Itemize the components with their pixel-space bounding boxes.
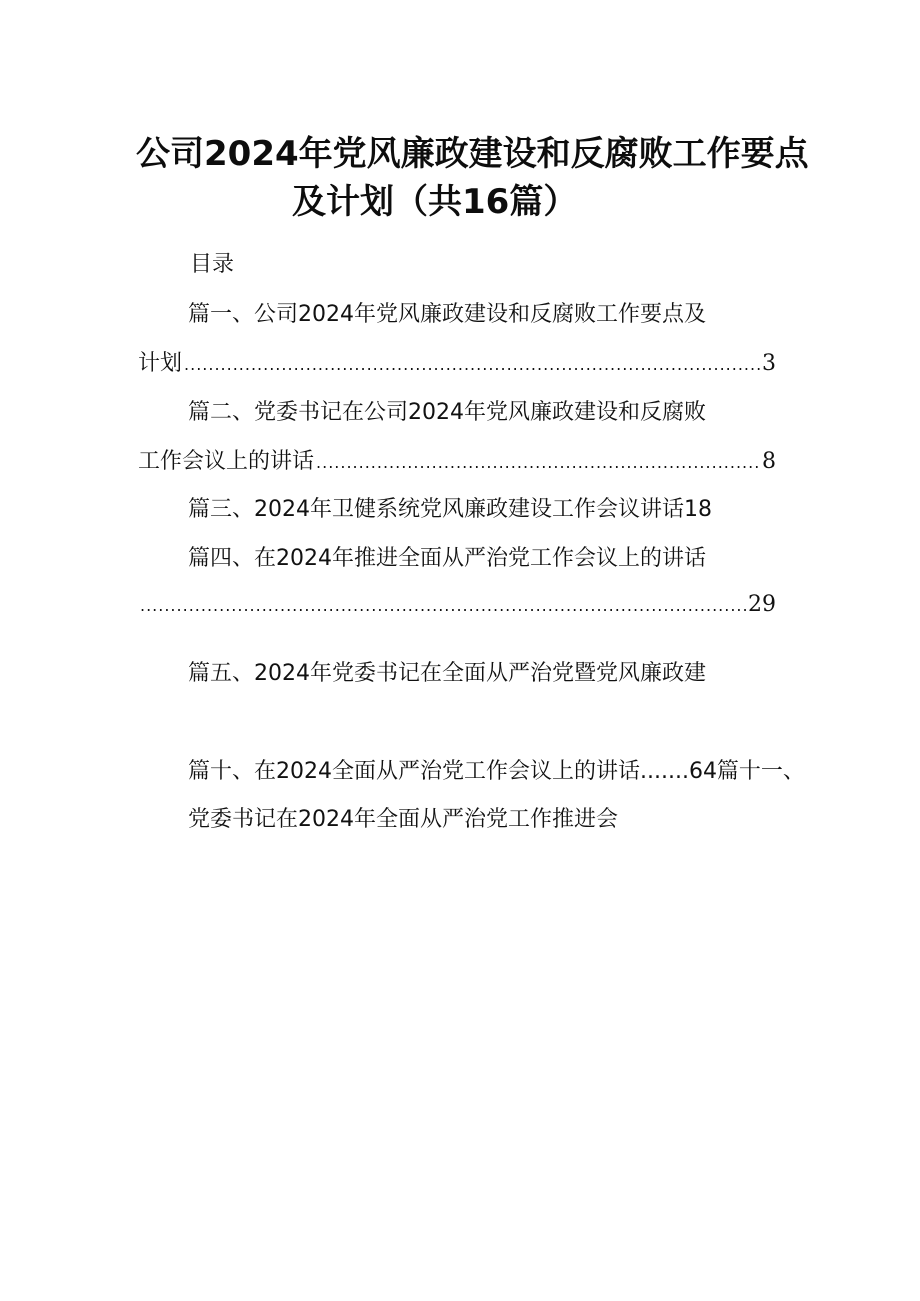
toc-entry-4-page-number: 29 bbox=[748, 592, 776, 617]
toc-entry-2-dot-leader bbox=[316, 453, 760, 472]
toc-entry-2-page-number: 8 bbox=[762, 449, 776, 474]
toc-entry-10-line-1: 篇十、在2024全面从严治党工作会议上的讲话.......64篇十一、 bbox=[188, 759, 805, 784]
document-title-line-1: 公司2024年党风廉政建设和反腐败工作要点 bbox=[136, 134, 809, 174]
toc-entry-4-dot-leader bbox=[140, 596, 746, 615]
toc-entry-1-dot-leader bbox=[184, 355, 760, 374]
toc-entry-5: 篇五、2024年党委书记在全面从严治党暨党风廉政建 bbox=[188, 661, 706, 686]
toc-entry-1-page-number: 3 bbox=[762, 351, 776, 376]
toc-entry-1-line-1: 篇一、公司2024年党风廉政建设和反腐败工作要点及 bbox=[188, 302, 706, 327]
toc-entry-2-leader-row bbox=[138, 444, 776, 475]
toc-entry-2-line-1: 篇二、党委书记在公司2024年党风廉政建设和反腐败 bbox=[188, 400, 706, 425]
toc-entry-3: 篇三、2024年卫健系统党风廉政建设工作会议讲话18 bbox=[188, 497, 712, 522]
toc-entry-10-line-2: 党委书记在2024年全面从严治党工作推进会 bbox=[188, 807, 618, 832]
toc-entry-1-leader-row bbox=[138, 346, 776, 377]
toc-entry-1-line-2: 计划 bbox=[138, 351, 183, 376]
toc-label: 目录 bbox=[190, 252, 235, 277]
toc-entry-4-leader-row bbox=[138, 592, 776, 617]
toc-entry-2-line-2: 工作会议上的讲话 bbox=[138, 449, 315, 474]
document-title-line-2: 及计划（共16篇） bbox=[292, 182, 578, 222]
toc-entry-4-line-1: 篇四、在2024年推进全面从严治党工作会议上的讲话 bbox=[188, 546, 706, 571]
